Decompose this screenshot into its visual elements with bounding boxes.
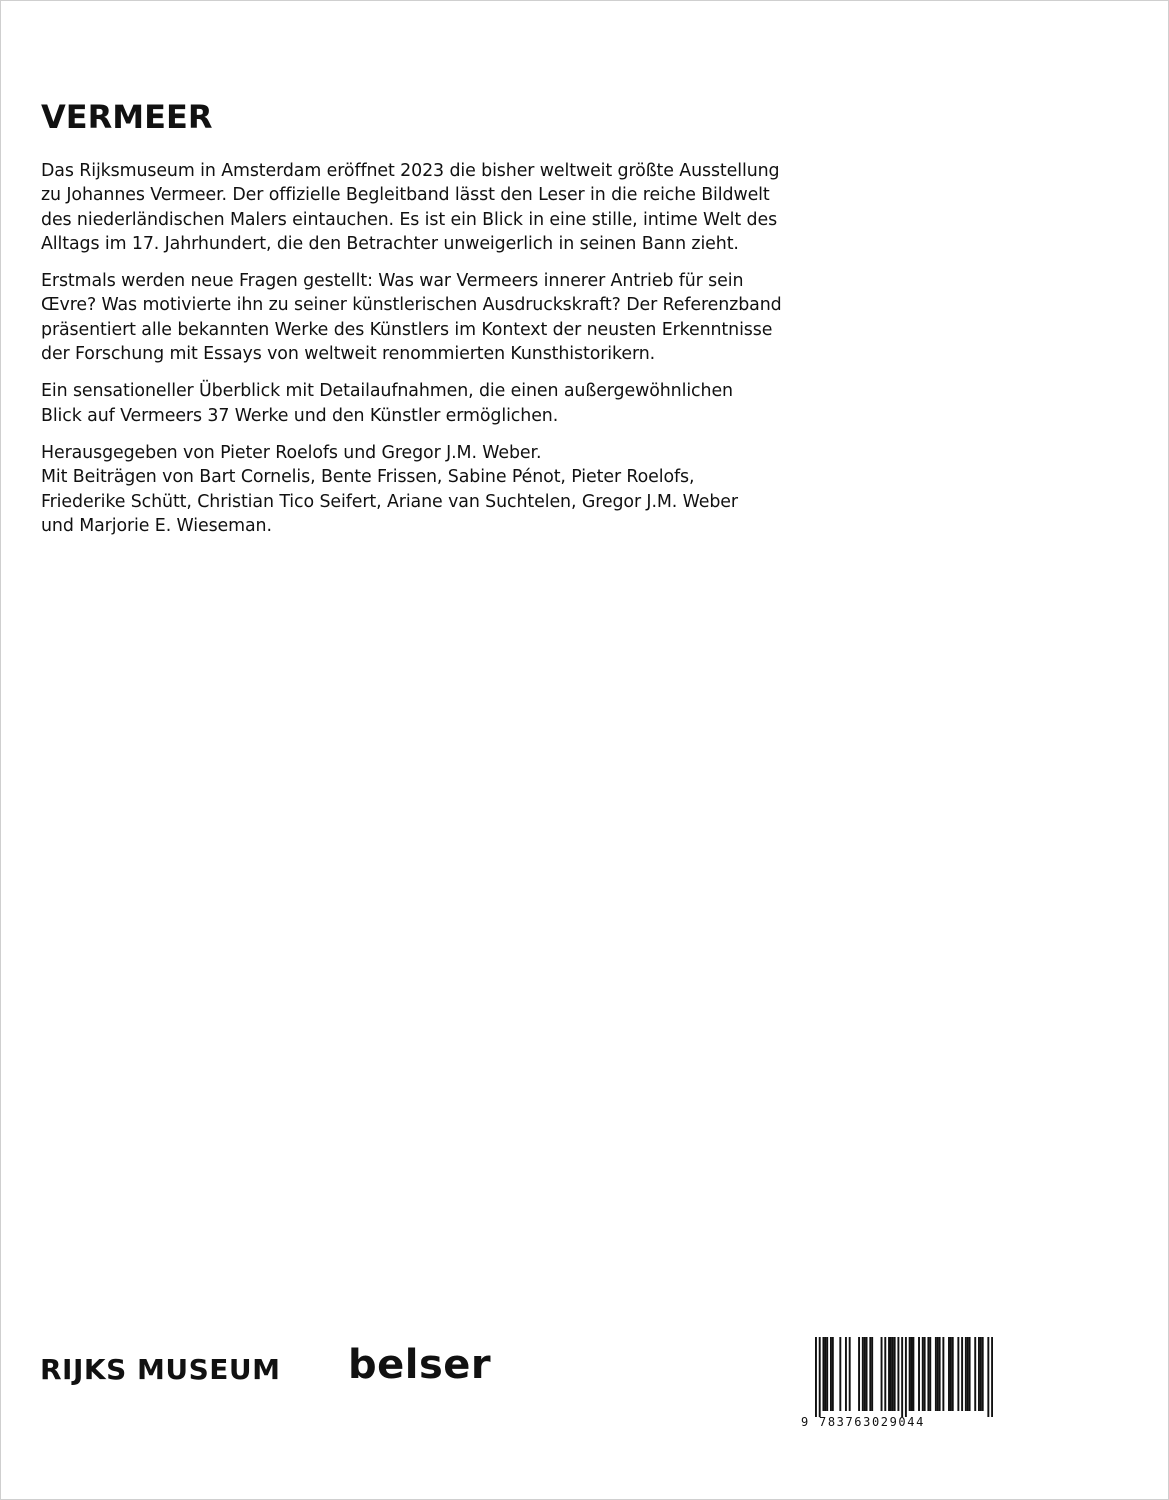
barcode-bar <box>918 1337 920 1411</box>
barcode-bar <box>950 1337 952 1411</box>
barcode-bar <box>905 1337 907 1417</box>
barcode-bar <box>967 1337 969 1411</box>
barcode-bar <box>957 1337 959 1411</box>
barcode-bar <box>824 1337 826 1411</box>
isbn-number: 783763029044 <box>819 1415 925 1429</box>
barcode-bar <box>978 1337 980 1411</box>
barcode-bar <box>815 1337 817 1417</box>
barcode-bar <box>927 1337 929 1411</box>
barcode-bar <box>909 1337 911 1411</box>
text-line: des niederländischen Malers eintauchen. Es ist ein Blick in eine stille, intime Welt des <box>41 209 778 230</box>
barcode-icon <box>815 1337 993 1417</box>
book-title: VERMEER <box>41 98 213 136</box>
barcode-bar <box>974 1337 976 1411</box>
text-line: Friederike Schütt, Christian Tico Seifert, Ariane van Suchtelen, Gregor J.M. Weber <box>41 491 738 512</box>
text-line: präsentiert alle bekannten Werke des Künstlers im Kontext der neusten Erkenntnisse <box>41 319 773 340</box>
barcode-bar <box>881 1337 883 1411</box>
barcode-bar <box>965 1337 967 1411</box>
barcode-bar <box>961 1337 963 1411</box>
text-line: Herausgegeben von Pieter Roelofs und Gregor J.M. Weber. <box>41 442 542 463</box>
barcode-bar <box>948 1337 950 1411</box>
text-line: zu Johannes Vermeer. Der offizielle Begleitband lässt den Leser in die reiche Bildwelt <box>41 185 770 206</box>
barcode-bar <box>924 1337 926 1411</box>
barcode-bar <box>871 1337 873 1411</box>
barcode-bar <box>884 1337 886 1411</box>
barcode-bar <box>839 1337 841 1411</box>
barcode-bar <box>982 1337 984 1411</box>
barcode-bar <box>987 1337 989 1417</box>
text-line: Erstmals werden neue Fragen gestellt: Was war Vermeers innerer Antrieb für sein <box>41 271 744 292</box>
barcode-bar <box>942 1337 944 1411</box>
paragraph-credits <box>41 441 871 538</box>
paragraph-questions <box>41 269 871 366</box>
paragraph-overview <box>41 379 871 428</box>
barcode-bar <box>832 1337 834 1411</box>
text-line: der Forschung mit Essays von weltweit renommierten Kunsthistorikern. <box>41 344 656 365</box>
barcode-bar <box>939 1337 941 1411</box>
barcode-bar <box>935 1337 937 1411</box>
barcode-bar <box>894 1337 896 1411</box>
barcode-bar <box>845 1337 847 1411</box>
barcode-bar <box>929 1337 931 1411</box>
main-content <box>41 97 871 551</box>
text-line: Mit Beiträgen von Bart Cornelis, Bente Frissen, Sabine Pénot, Pieter Roelofs, <box>41 467 695 488</box>
barcode-bar <box>819 1337 821 1417</box>
text-line: Œvre? Was motivierte ihn zu seiner künstlerischen Ausdruckskraft? Der Referenzband <box>41 295 782 316</box>
barcode-bar <box>991 1337 993 1417</box>
barcode-bar <box>922 1337 924 1411</box>
barcode-bar <box>980 1337 982 1411</box>
barcode-bar <box>901 1337 903 1417</box>
barcode-bar <box>849 1337 851 1411</box>
barcode-bar <box>862 1337 864 1411</box>
barcode-bar <box>858 1337 860 1411</box>
barcode-bar <box>890 1337 892 1411</box>
text-line: Alltags im 17. Jahrhundert, die den Betrachter unweigerlich in seinen Bann zieht. <box>41 233 739 254</box>
barcode-bar <box>937 1337 939 1411</box>
barcode-bar <box>826 1337 828 1411</box>
barcode-bar <box>892 1337 894 1411</box>
belser-logo: belser <box>348 1342 492 1388</box>
barcode-bar <box>897 1337 899 1411</box>
barcode-bar <box>888 1337 890 1411</box>
barcode-bar <box>864 1337 866 1411</box>
text-line: Ein sensationeller Überblick mit Detailaufnahmen, die einen außergewöhnlichen <box>41 381 733 402</box>
paragraph-intro <box>41 159 871 256</box>
isbn-lead-digit: 9 <box>801 1415 809 1429</box>
barcode-bar <box>911 1337 913 1411</box>
text-line: Blick auf Vermeers 37 Werke und den Künstler ermöglichen. <box>41 405 559 426</box>
barcode-bar <box>830 1337 832 1411</box>
barcode-bar <box>952 1337 954 1411</box>
text-line: und Marjorie E. Wieseman. <box>41 515 272 536</box>
rijksmuseum-logo: RIJKS MUSEUM <box>40 1353 281 1386</box>
barcode-bar <box>822 1337 824 1411</box>
barcode-bar <box>969 1337 971 1411</box>
barcode-bar <box>912 1337 914 1411</box>
barcode-bar <box>869 1337 871 1411</box>
barcode-bar <box>866 1337 868 1411</box>
text-line: Das Rijksmuseum in Amsterdam eröffnet 2023 die bisher weltweit größte Ausstellung <box>41 161 780 181</box>
